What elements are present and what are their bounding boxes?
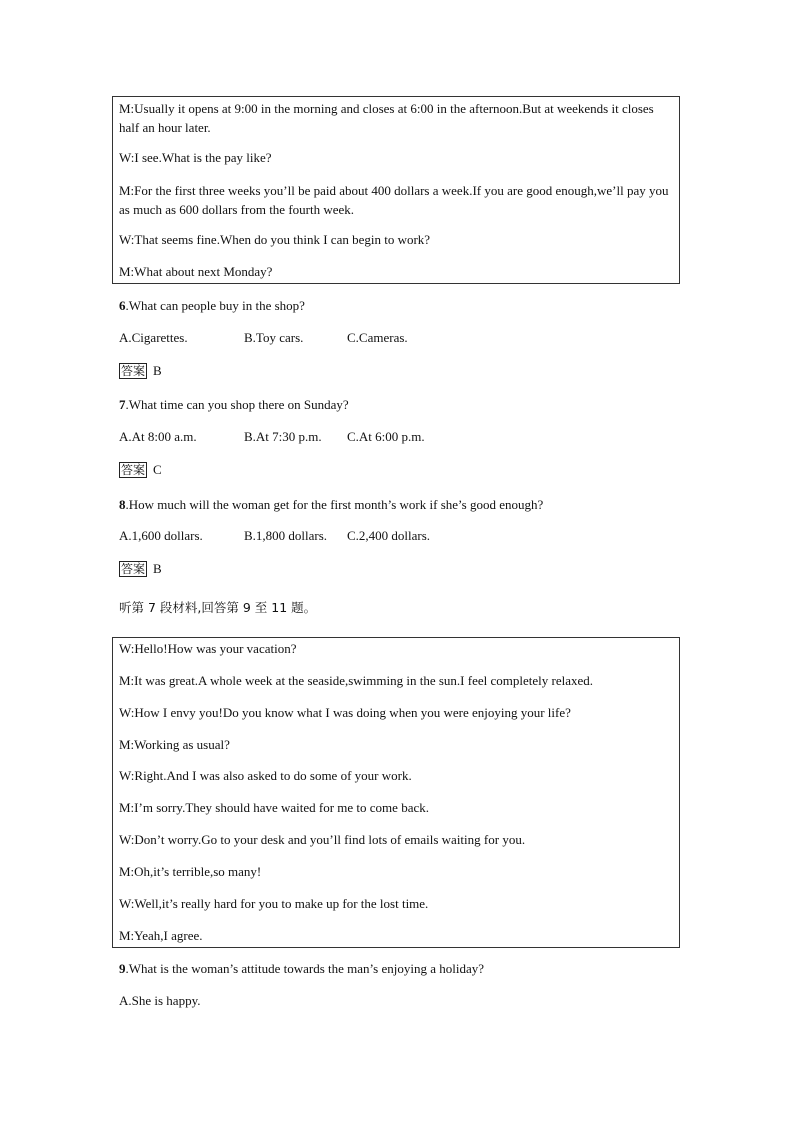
question-7 [119,397,349,413]
question-8 [119,497,543,513]
question-number: 6 [119,298,126,313]
dialogue-line: W:Right.And I was also asked to do some of your work. [119,768,412,783]
dialogue-line: M:Oh,it’s terrible,so many! [119,864,262,879]
answer-badge: 答案 [121,562,146,576]
option-b: B.1,800 dollars. [244,528,328,543]
answer-value: B [153,363,162,378]
dialogue-line: W:I see.What is the pay like? [119,150,272,165]
question-text: .What time can you shop there on Sunday? [125,397,349,412]
dialogue-line: W:Well,it’s really hard for you to make up for the lost time. [119,896,429,911]
option-a: A.At 8:00 a.m. [119,429,197,444]
option-c: C.Cameras. [347,330,408,345]
question-9 [119,961,484,977]
section-instruction: 听第 7 段材料,回答第 9 至 11 题。 [119,600,317,615]
dialogue-line: M:Usually it opens at 9:00 in the morning and closes at 6:00 in the afternoon.But at weekends it closes half an hour later. [119,101,654,135]
dialogue-line: W:Don’t worry.Go to your desk and you’ll find lots of emails waiting for you. [119,832,526,847]
dialogue-line: M:Working as usual? [119,737,230,752]
question-number: 8 [119,497,126,512]
option-c: C.2,400 dollars. [347,528,431,543]
question-6 [119,298,305,314]
option-a: A.1,600 dollars. [119,528,203,543]
dialogue-box-2 [112,637,680,948]
answer-badge: 答案 [121,463,146,477]
answer-badge: 答案 [121,364,146,378]
dialogue-line: W:How I envy you!Do you know what I was doing when you were enjoying your life? [119,705,571,720]
question-text: .How much will the woman get for the first month’s work if she’s good enough? [125,497,544,512]
answer-value: B [153,561,162,576]
option-b: B.Toy cars. [244,330,304,345]
dialogue-line: M:I’m sorry.They should have waited for me to come back. [119,800,429,815]
dialogue-line: M:For the first three weeks you’ll be paid about 400 dollars a week.If you are good enough,we’ll pay you as much as 600 dollars from the fourth week. [119,183,669,217]
dialogue-line: M:What about next Monday? [119,264,273,279]
question-text: .What can people buy in the shop? [125,298,305,313]
dialogue-line: M:It was great.A whole week at the seaside,swimming in the sun.I feel completely relaxed. [119,673,593,688]
dialogue-line: W:That seems fine.When do you think I can begin to work? [119,232,431,247]
dialogue-line: M:Yeah,I agree. [119,928,203,943]
option-a: A.She is happy. [119,993,201,1008]
option-c: C.At 6:00 p.m. [347,429,425,444]
dialogue-line: W:Hello!How was your vacation? [119,641,297,656]
question-number: 7 [119,397,126,412]
answer-value: C [153,462,162,477]
option-b: B.At 7:30 p.m. [244,429,322,444]
option-a: A.Cigarettes. [119,330,188,345]
dialogue-box-1 [112,96,680,284]
question-text: .What is the woman’s attitude towards the man’s enjoying a holiday? [125,961,485,976]
question-number: 9 [119,961,126,976]
